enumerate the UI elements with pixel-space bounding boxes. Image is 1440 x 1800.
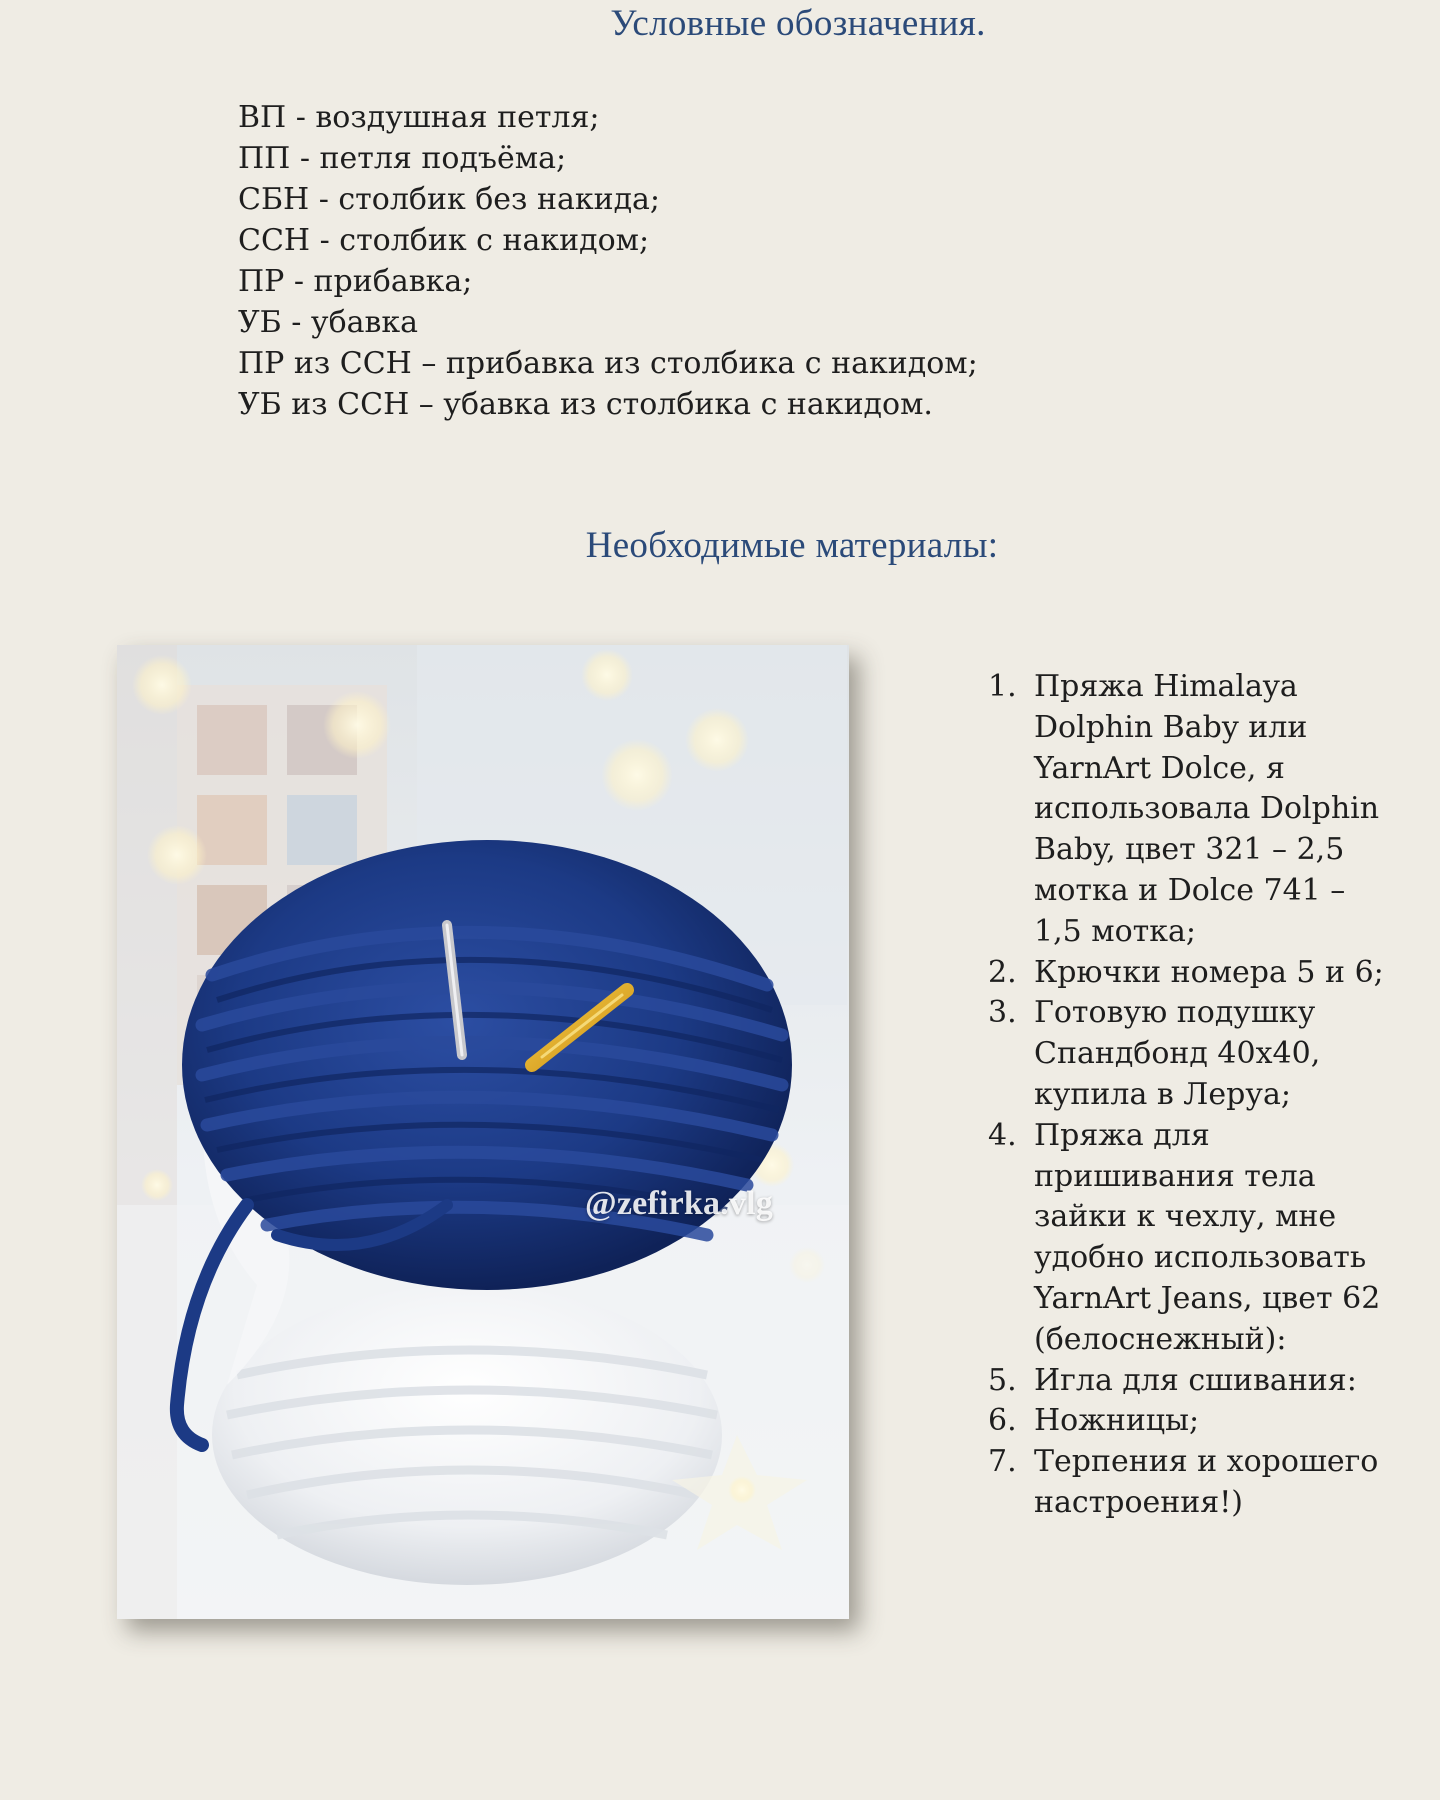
legend-item: УБ из ССН – убавка из столбика с накидом. xyxy=(238,387,933,422)
photo-watermark: @zefirka.vlg xyxy=(585,1185,773,1222)
item-text: Крючки номера 5 и 6; xyxy=(1034,954,1384,990)
legend-title: Условные обозначения. xyxy=(610,3,986,44)
legend-item: УБ - убавка xyxy=(238,305,419,340)
materials-list xyxy=(982,667,1392,1524)
item-number: 7. xyxy=(988,1444,1017,1480)
item-number: 1. xyxy=(988,669,1017,704)
item-text: Терпения и хорошего настроения!) xyxy=(1034,1444,1379,1520)
item-text: Игла для сшивания: xyxy=(1034,1362,1357,1398)
legend-item: ВП - воздушная петля; xyxy=(238,100,600,135)
materials-item xyxy=(982,667,1392,953)
materials-title: Необходимые материалы: xyxy=(585,525,999,566)
legend-item: ПП - петля подъёма; xyxy=(238,141,567,176)
item-number: 5. xyxy=(988,1362,1017,1398)
item-number: 6. xyxy=(988,1403,1017,1439)
item-number: 4. xyxy=(988,1117,1017,1153)
legend-list xyxy=(238,97,978,425)
item-text: Пряжа Himalaya Dolphin Baby или YarnArt Dolce, я использовала Dolphin Baby, цвет 321 – 2,5 мотка и Dolce 741 – 1,5 мотка; xyxy=(1034,669,1380,949)
materials-item xyxy=(982,1401,1392,1442)
legend-item: ПР - прибавка; xyxy=(238,264,473,299)
legend-item: ПР из ССН – прибавка из столбика с накидом; xyxy=(238,346,978,381)
materials-item xyxy=(982,953,1392,994)
materials-item xyxy=(982,1442,1392,1524)
legend-item: ССН - столбик с накидом; xyxy=(238,223,650,258)
item-number: 2. xyxy=(988,954,1017,990)
item-text: Ножницы; xyxy=(1034,1403,1200,1439)
materials-item xyxy=(982,1116,1392,1361)
materials-item xyxy=(982,993,1392,1115)
yarn-photo xyxy=(117,645,849,1619)
item-text: Готовую подушку Спандбонд 40х40, купила в Леруа; xyxy=(1034,995,1321,1112)
yarn-illustration xyxy=(117,645,849,1619)
item-number: 3. xyxy=(988,995,1017,1031)
item-text: Пряжа для пришивания тела зайки к чехлу, мне удобно использовать YarnArt Jeans, цвет 62 (белоснежный): xyxy=(1034,1117,1381,1357)
materials-item xyxy=(982,1361,1392,1402)
legend-item: СБН - столбик без накида; xyxy=(238,182,661,217)
